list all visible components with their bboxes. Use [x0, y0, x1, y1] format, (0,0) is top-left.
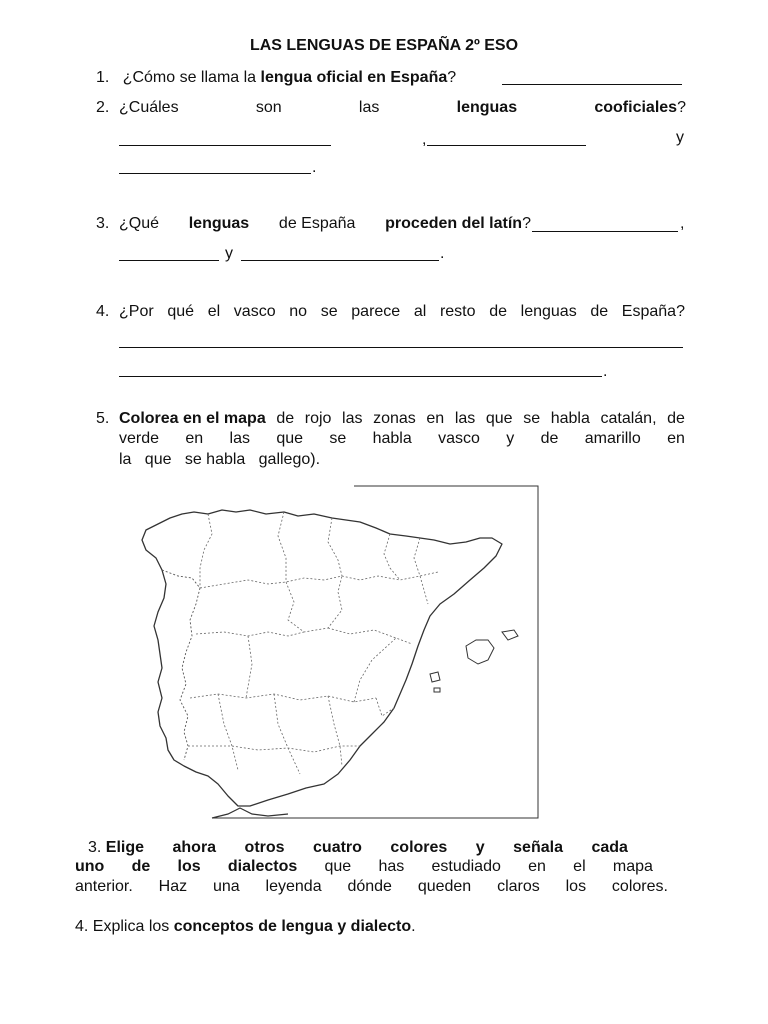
word: verde [119, 430, 160, 447]
word: cuatro [313, 839, 362, 856]
page-title: LAS LENGUAS DE ESPAÑA 2º ESO [249, 37, 519, 54]
question-5-line-3: la que se habla gallego). [119, 451, 321, 468]
word: España? [621, 303, 685, 320]
peninsula-outline [142, 510, 502, 806]
separator-comma: , [680, 215, 685, 232]
spain-map[interactable] [128, 484, 542, 820]
word: que [485, 410, 513, 427]
answer-blank-2a[interactable] [119, 145, 331, 146]
word: las [358, 99, 380, 116]
word: catalán, [600, 410, 657, 427]
word: se [329, 430, 347, 447]
word: claros [497, 878, 540, 895]
word: Haz [158, 878, 188, 895]
question-number: 4. [75, 918, 89, 935]
question-emphasis: cooficiales [594, 99, 678, 116]
question-6-line-1 [88, 838, 628, 858]
word: de [131, 858, 151, 875]
word: resto [439, 303, 476, 320]
question-2-line [119, 98, 686, 118]
question-emphasis: Colorea en el mapa [119, 410, 266, 427]
question-number-2: 2. [96, 99, 110, 116]
word: se [523, 410, 541, 427]
word: los [565, 878, 587, 895]
question-5-line-1 [119, 409, 685, 429]
word: ¿Por [119, 303, 154, 320]
word: que [324, 858, 352, 875]
question-6-line-3 [75, 877, 668, 897]
word: ahora [172, 839, 217, 856]
word: de [489, 303, 507, 320]
question-number-3: 3. [96, 215, 110, 232]
answer-blank-3b[interactable] [119, 260, 219, 261]
word: en [528, 858, 546, 875]
word: habla [372, 430, 412, 447]
question-6-line-2 [75, 857, 653, 877]
word: señala [513, 839, 563, 856]
word: has [378, 858, 405, 875]
word: el [573, 858, 586, 875]
period: . [411, 918, 416, 935]
answer-blank-2c[interactable] [119, 173, 311, 174]
word: de [590, 303, 609, 320]
word: las [454, 410, 476, 427]
formentera [434, 688, 440, 692]
word: vasco [438, 430, 480, 447]
question-mark: ? [447, 69, 457, 86]
answer-blank-3c[interactable] [241, 260, 439, 261]
word: y [506, 430, 515, 447]
answer-blank-4b[interactable] [119, 376, 602, 377]
question-emphasis: Elige [105, 839, 145, 856]
word: de [276, 410, 295, 427]
period: . [440, 245, 445, 262]
word: vasco [233, 303, 276, 320]
word: no [289, 303, 308, 320]
word: de [540, 430, 559, 447]
conjunction-y: y [225, 245, 233, 262]
word: los [177, 858, 201, 875]
question-emphasis: conceptos de lengua y dialecto [173, 918, 412, 935]
word: al [413, 303, 427, 320]
north-africa-coast [212, 808, 288, 818]
word: estudiado [431, 858, 501, 875]
word: anterior. [75, 878, 133, 895]
question-7 [75, 917, 416, 937]
word: lenguas [520, 303, 577, 320]
word: ¿Cuáles [119, 99, 179, 116]
separator-comma: , [422, 131, 427, 148]
question-mark: ? [522, 215, 531, 232]
word: cada [591, 839, 628, 856]
word: ¿Qué [119, 215, 160, 232]
word: que [276, 430, 304, 447]
word: mapa [612, 858, 653, 875]
menorca [502, 630, 518, 640]
word: dónde [347, 878, 392, 895]
word: en [426, 410, 445, 427]
word: colores. [611, 878, 668, 895]
word: las [342, 410, 363, 427]
question-number: 1. [96, 69, 110, 86]
question-emphasis: lenguas [456, 99, 518, 116]
word: colores [390, 839, 448, 856]
word: queden [417, 878, 472, 895]
word: zonas [373, 410, 416, 427]
word: qué [167, 303, 195, 320]
conjunction-y: y [676, 129, 684, 146]
question-mark: ? [677, 99, 686, 116]
question-text: ¿Cómo se llama la [122, 69, 257, 86]
period: . [312, 159, 317, 176]
word: otros [244, 839, 285, 856]
word: rojo [304, 410, 332, 427]
word: se [320, 303, 338, 320]
answer-blank-3a[interactable] [532, 231, 678, 232]
question-5-line-2 [119, 429, 685, 449]
question-emphasis: lengua oficial en España [260, 69, 448, 86]
word: parece [351, 303, 401, 320]
word: amarillo [584, 430, 641, 447]
question-4-line [119, 302, 685, 322]
answer-blank-4a[interactable] [119, 347, 683, 348]
word: uno [75, 858, 105, 875]
word: leyenda [265, 878, 322, 895]
word: y [475, 839, 485, 856]
question-3-line [119, 214, 531, 234]
question-emphasis: lenguas [188, 215, 250, 232]
word: dialectos [227, 858, 298, 875]
question-1 [96, 68, 456, 88]
word: una [212, 878, 240, 895]
word: el [207, 303, 221, 320]
period: . [603, 363, 608, 380]
answer-blank-1[interactable] [502, 84, 682, 85]
word: de [667, 410, 685, 427]
question-emphasis: proceden del latín [385, 215, 523, 232]
word: en [667, 430, 685, 447]
answer-blank-2b[interactable] [427, 145, 586, 146]
word: son [255, 99, 282, 116]
question-text: Explica los [92, 918, 170, 935]
mallorca [466, 640, 494, 664]
word: en [185, 430, 204, 447]
ibiza [430, 672, 440, 682]
question-number: 3. [88, 839, 102, 856]
word: de España [278, 215, 356, 232]
question-number-4: 4. [96, 303, 110, 320]
question-number-5: 5. [96, 410, 110, 427]
word: las [229, 430, 250, 447]
word: habla [550, 410, 590, 427]
